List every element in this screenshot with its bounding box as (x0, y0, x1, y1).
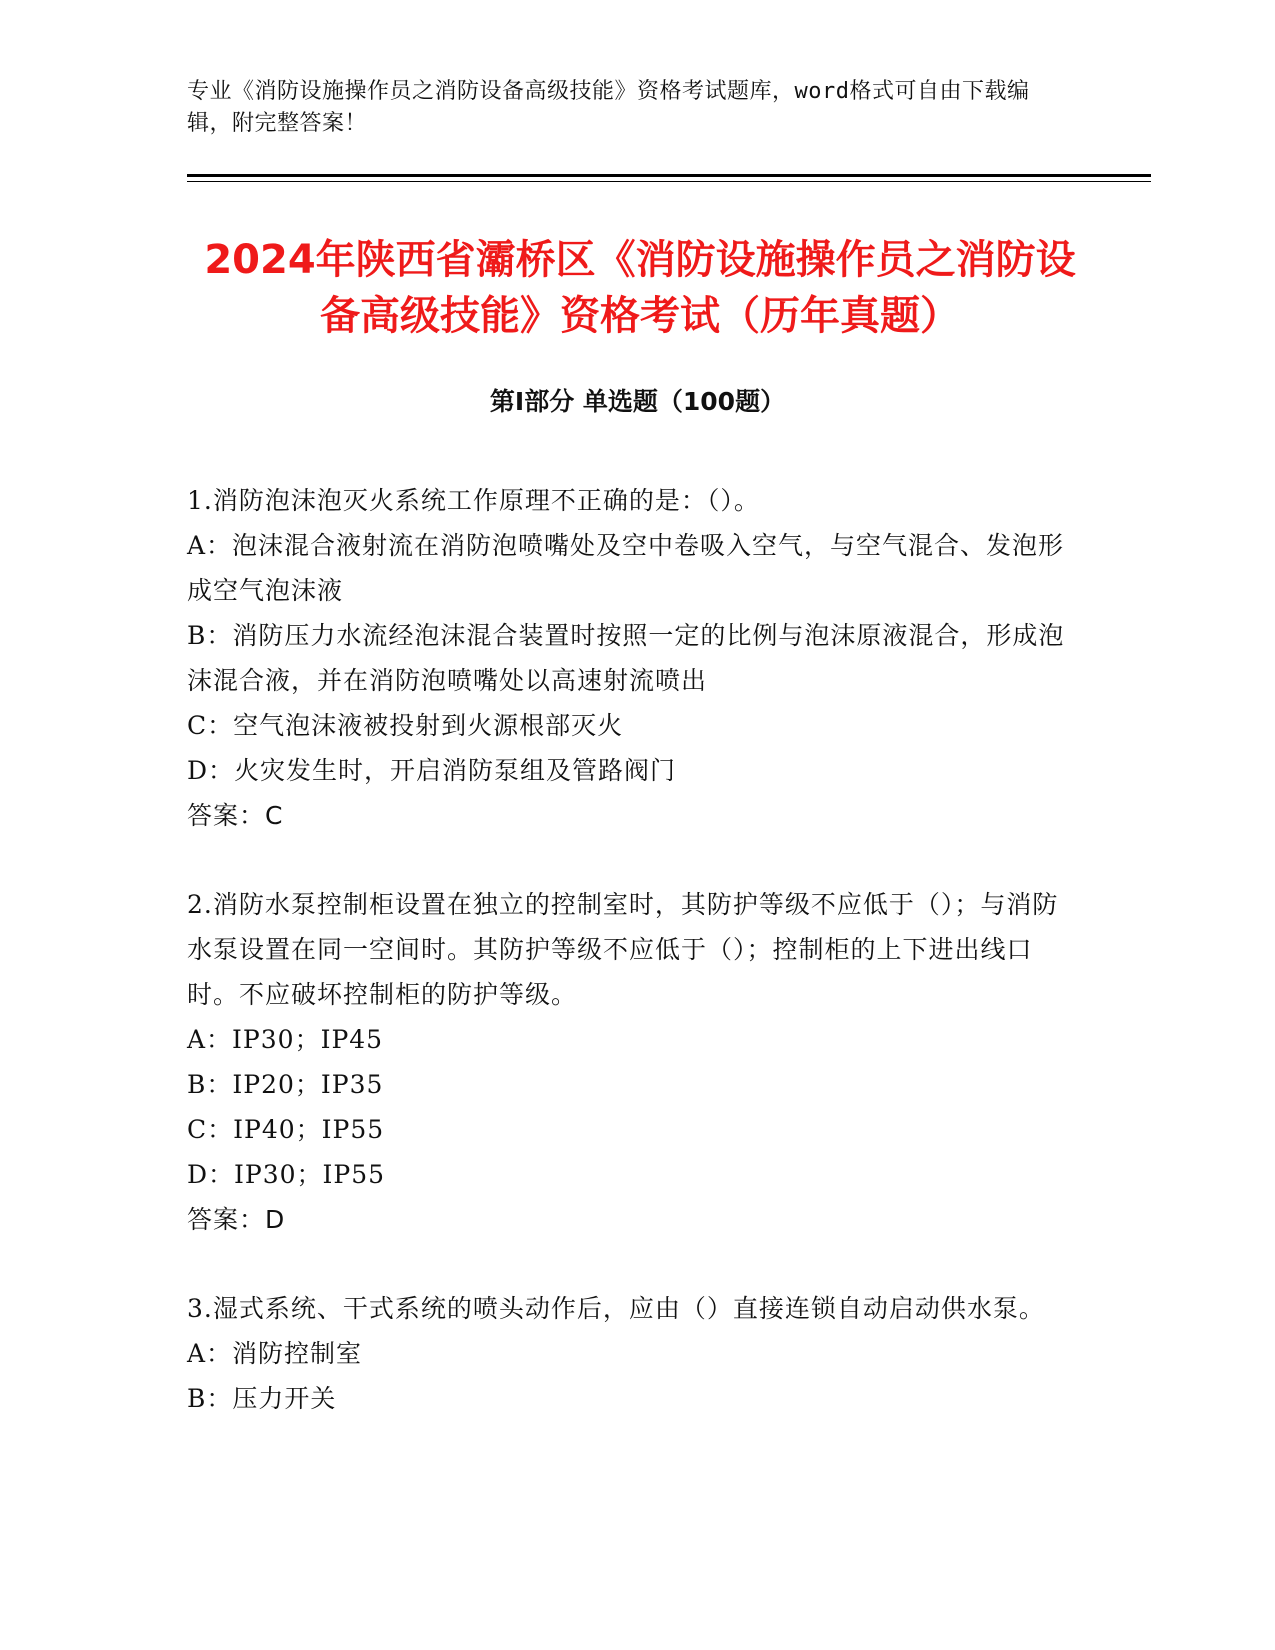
section-heading: 第I部分 单选题（100题） (489, 387, 786, 416)
option-a: A：IP30；IP45 (187, 1025, 384, 1054)
option-d: D：火灾发生时，开启消防泵组及管路阀门 (187, 756, 677, 785)
option-c: C：空气泡沫液被投射到火源根部灭火 (187, 711, 624, 740)
question-3 (187, 1286, 1067, 1421)
option-a: A：消防控制室 (187, 1339, 363, 1368)
document-title: 2024年陕西省灞桥区《消防设施操作员之消防设备高级技能》资格考试（历年真题） (204, 237, 1076, 339)
option-b: B：IP20；IP35 (187, 1070, 384, 1099)
question-stem: 3.湿式系统、干式系统的喷头动作后，应由（）直接连锁自动启动供水泵。 (187, 1294, 1045, 1323)
answer: 答案：C (187, 801, 284, 830)
option-d: D：IP30；IP55 (187, 1160, 386, 1189)
option-c: C：IP40；IP55 (187, 1115, 385, 1144)
option-b: B：消防压力水流经泡沫混合装置时按照一定的比例与泡沫原液混合，形成泡沫混合液，并在消防泡喷嘴处以高速射流喷出 (187, 621, 1065, 695)
question-2 (187, 882, 1067, 1242)
header-note: 专业《消防设施操作员之消防设备高级技能》资格考试题库，word格式可自由下载编辑，附完整答案！ (187, 79, 1030, 136)
question-stem: 1.消防泡沫泡灭火系统工作原理不正确的是：（）。 (187, 486, 760, 515)
question-1 (187, 478, 1067, 838)
header-rule-thin (187, 181, 1151, 182)
question-list (187, 478, 1067, 1465)
option-a: A：泡沫混合液射流在消防泡喷嘴处及空中卷吸入空气，与空气混合、发泡形成空气泡沫液 (187, 531, 1065, 605)
answer: 答案：D (187, 1205, 286, 1234)
header-rule-thick (187, 174, 1151, 177)
option-b: B：压力开关 (187, 1384, 337, 1413)
question-stem: 2.消防水泵控制柜设置在独立的控制室时，其防护等级不应低于（）；与消防水泵设置在同一空间时。其防护等级不应低于（）；控制柜的上下进出线口时。不应破坏控制柜的防护等级。 (187, 890, 1059, 1009)
